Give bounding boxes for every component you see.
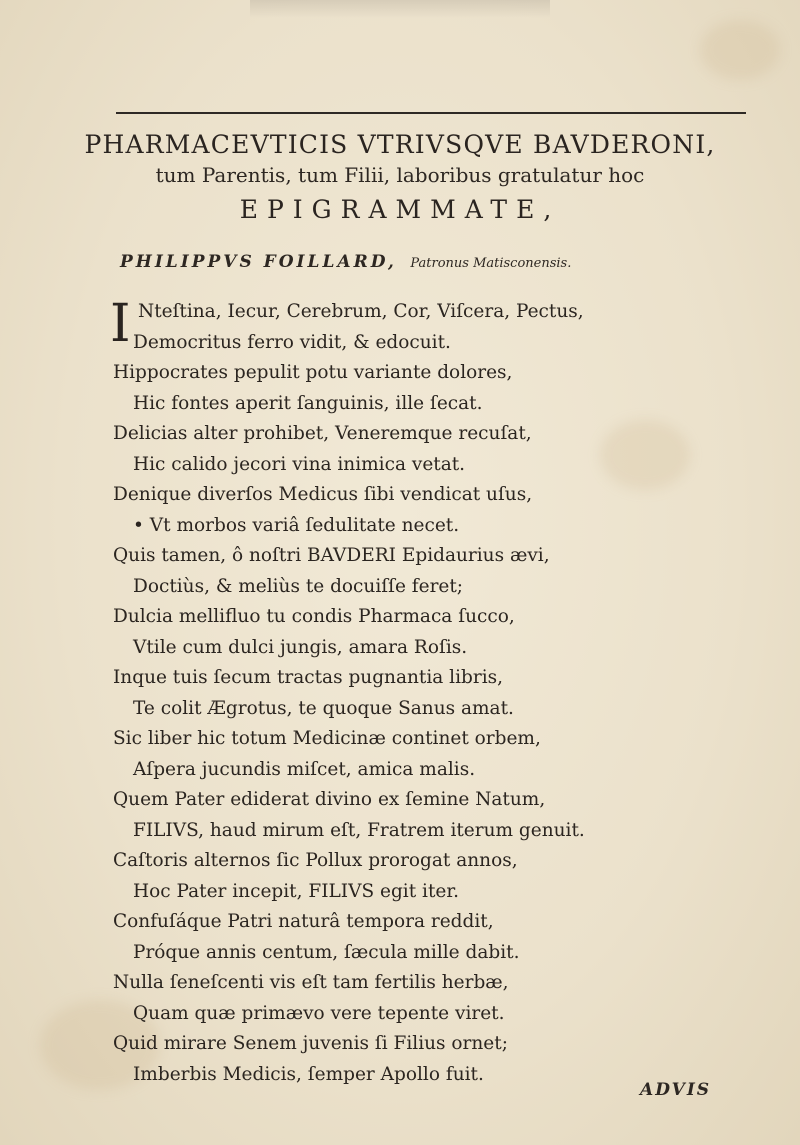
poem-line: Próque annis centum, ſæcula mille dabit. [133,941,520,963]
poem-line: Hoc Pater incepit, FILIVS egit iter. [133,880,460,902]
poem-line: • Vt morbos variâ ſedulitate necet. [133,514,460,536]
author-role: Patronus Matisconensis. [410,256,572,271]
poem-line: Quam quæ primævo vere tepente viret. [133,1002,505,1024]
poem-line: Democritus ferro vidit, & edocuit. [133,331,451,353]
poem-line: Quem Pater ediderat divino ex ſemine Natum, [113,789,546,810]
paper-stain [600,420,690,490]
poem-line: Denique diverſos Medicus ſibi vendicat uſus, [113,484,533,505]
poem-line: Vtile cum dulci jungis, amara Roſis. [133,636,468,658]
poem-line: Caſtoris alternos ſic Pollux prorogat annos, [113,850,518,871]
poem-line: Hic fontes aperit ſanguinis, ille ſecat. [133,392,483,414]
poem-line: Imberbis Medicis, ſemper Apollo fuit. [133,1063,484,1085]
author-name: PHILIPPVS FOILLARD, [120,252,397,272]
paper-stain [700,20,780,80]
poem-line: FILIVS, haud mirum eſt, Fratrem iterum genuit. [133,819,585,841]
poem-line: Doctiùs, & meliùs te docuiſſe feret; [133,575,464,597]
catchword: ADVIS [640,1080,712,1100]
poem-line: Delicias alter prohibet, Veneremque recuſat, [113,423,532,444]
header-rule [116,112,746,114]
poem-line: Hippocrates pepulit potu variante dolores, [113,362,513,383]
poem-line: Nteſtina, Iecur, Cerebrum, Cor, Viſcera, Pectus, [138,301,584,322]
print-bleed-through [250,0,550,18]
title-line-3: EPIGRAMMATE, [239,195,561,224]
title-line-2: tum Parentis, tum Filii, laboribus gratulatur hoc [155,163,645,187]
poem-line: Nulla ſeneſcenti vis eſt tam fertilis herbæ, [113,972,509,993]
poem-line: Confuſáque Patri naturâ tempora reddit, [113,911,494,932]
poem-line: Quis tamen, ô noſtri BAVDERI Epidaurius ævi, [113,545,550,566]
poem-line: Inque tuis ſecum tractas pugnantia libris, [113,667,503,688]
poem-line: Te colit Ægrotus, te quoque Sanus amat. [133,697,514,719]
poem-line: Aſpera jucundis miſcet, amica malis. [133,758,476,780]
poem-line: Hic calido jecori vina inimica vetat. [133,453,466,475]
poem-line: Dulcia mellifluo tu condis Pharmaca ſucco, [113,606,515,627]
drop-initial: I [110,294,131,354]
title-line-1: PHARMACEVTICIS VTRIVSQVE BAVDERONI, [84,130,716,159]
author-line [120,252,740,272]
poem-line: Quid mirare Senem juvenis ſi Filius ornet; [113,1033,508,1054]
poem-line: Sic liber hic totum Medicinæ continet orbem, [113,728,541,749]
